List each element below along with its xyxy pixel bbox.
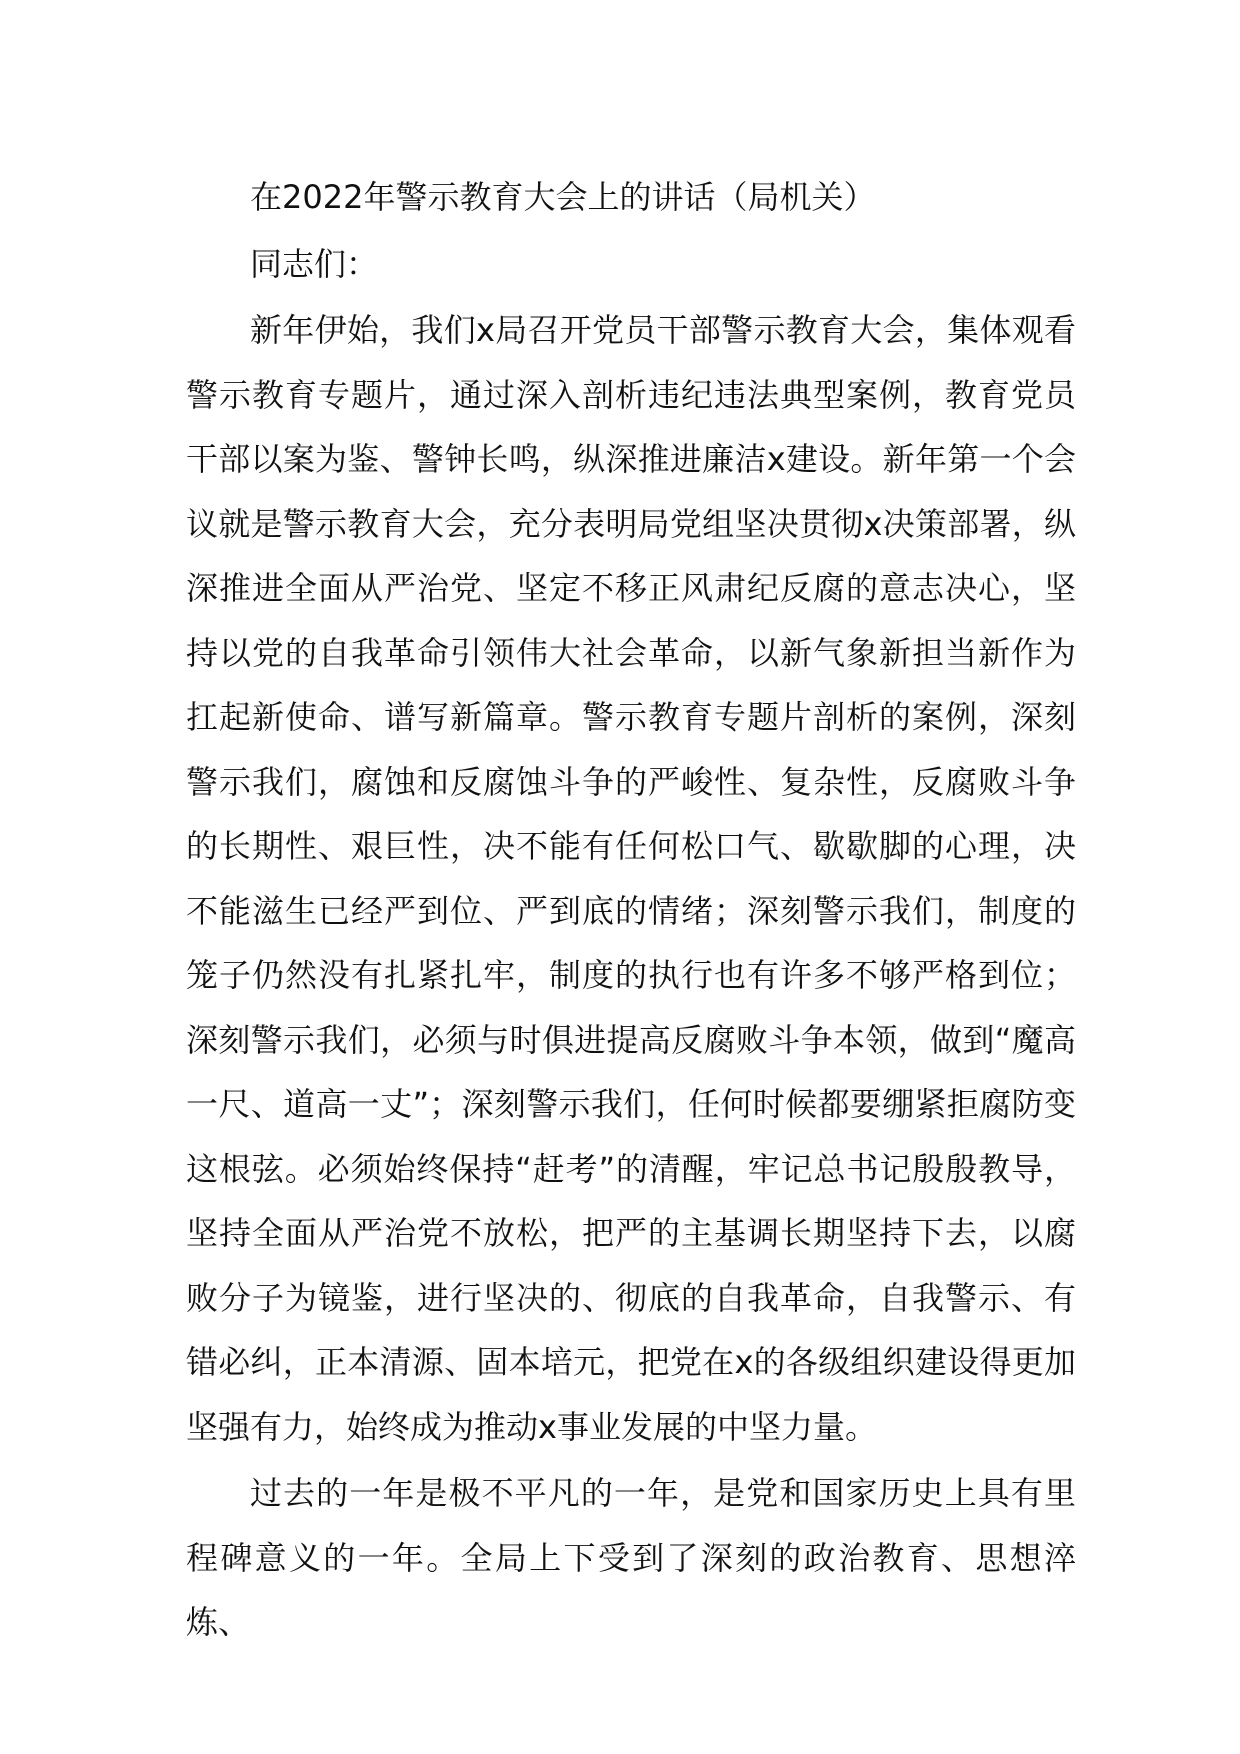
paragraph-2: 过去的一年是极不平凡的一年，是党和国家历史上具有里程碑意义的一年。全局上下受到了深刻的政治教育、思想淬炼、 — [186, 1474, 1076, 1641]
document-body — [186, 165, 1076, 1655]
paragraph-1: 新年伊始，我们x局召开党员干部警示教育大会，集体观看警示教育专题片，通过深入剖析违纪违法典型案例，教育党员干部以案为鉴、警钟长鸣，纵深推进廉洁x建设。新年第一个会议就是警示教育大会，充分表明局党组坚决贯彻x决策部署，纵深推进全面从严治党、坚定不移正风肃纪反腐的意志决心，坚持以党的自我革命引领伟大社会革命，以新气象新担当新作为扛起新使命、谱写新篇章。警示教育专题片剖析的案例，深刻警示我们，腐蚀和反腐蚀斗争的严峻性、复杂性，反腐败斗争的长期性、艰巨性，决不能有任何松口气、歇歇脚的心理，决不能滋生已经严到位、严到底的情绪；深刻警示我们，制度的笼子仍然没有扎紧扎牢，制度的执行也有许多不够严格到位；深刻警示我们，必须与时俱进提高反腐败斗争本领，做到“魔高一尺、道高一丈”；深刻警示我们，任何时候都要绷紧拒腐防变这根弦。必须始终保持“赶考”的清醒，牢记总书记殷殷教导，坚持全面从严治党不放松，把严的主基调长期坚持下去，以腐败分子为镜鉴，进行坚决的、彻底的自我革命，自我警示、有错必纠，正本清源、固本培元，把党在x的各级组织建设得更加坚强有力，始终成为推动x事业发展的中坚力量。 — [186, 311, 1076, 1446]
salutation: 同志们： — [250, 244, 379, 283]
document-title: 在2022年警示教育大会上的讲话（局机关） — [250, 178, 876, 216]
